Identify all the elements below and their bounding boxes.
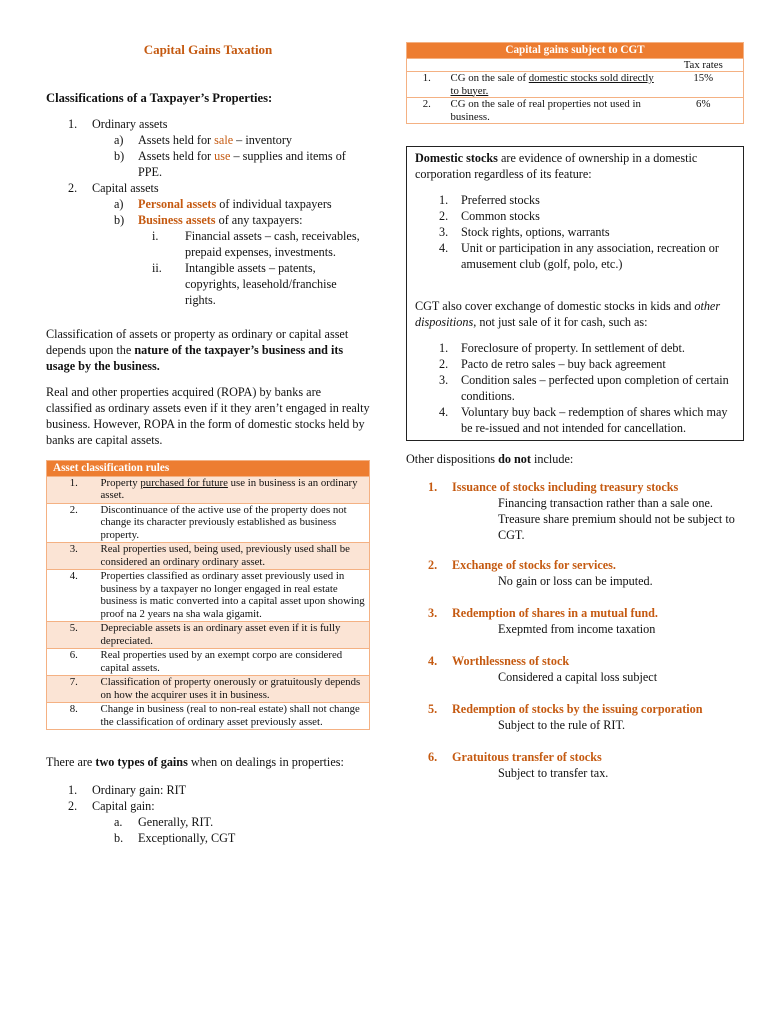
list-number: 1.: [68, 783, 78, 797]
list-number: 4.: [439, 241, 449, 255]
paragraph-bold: nature of the taxpayer’s business and its usage by the business.: [46, 343, 344, 373]
list-text: Stock rights, options, warrants: [461, 225, 610, 239]
row-text-part: CG on the sale of: [450, 72, 529, 84]
other-dispositions-intro: [406, 451, 744, 467]
list-number: 2.: [68, 181, 78, 195]
list-number: a): [114, 197, 124, 211]
item-title: [406, 605, 744, 621]
classification-list: [46, 116, 370, 308]
list-text: of individual taxpayers: [216, 197, 332, 211]
list-item: [415, 356, 735, 372]
paragraph-ropa: Real and other properties acquired (ROPA) by banks are classified as ordinary assets even if it they aren’t engaged in realty business. However, ROPA in the form of domestic stocks held by banks are capital assets.: [46, 385, 370, 447]
list-text: of any taxpayers:: [215, 213, 303, 227]
list-number: b): [114, 149, 125, 163]
list-number: 5.: [428, 702, 438, 716]
table-row: [47, 476, 370, 503]
gains-list: [46, 782, 370, 846]
domestic-stocks-box: [406, 146, 744, 441]
list-text: Assets held for: [138, 133, 215, 147]
item-title: [406, 557, 744, 573]
list-text: – inventory: [233, 133, 293, 147]
title-text: Exchange of stocks for services.: [452, 558, 616, 572]
paragraph-text: , not just sale of it for cash, such as:: [473, 315, 648, 329]
list-text: Common stocks: [461, 209, 540, 223]
table-row: [47, 543, 370, 570]
stock-types-list: [415, 192, 735, 272]
item-description: Subject to the rule of RIT.: [498, 718, 626, 732]
list-number: a.: [114, 815, 123, 829]
list-number: 1.: [428, 480, 438, 494]
list-item: [46, 798, 370, 814]
keyword: Business assets: [138, 213, 216, 227]
cgt-table: [406, 42, 744, 124]
list-item: [46, 260, 370, 308]
exchange-paragraph: [415, 298, 735, 330]
item-description: Considered a capital loss subject: [498, 670, 658, 684]
list-item: [46, 180, 370, 196]
list-number: a): [114, 133, 124, 147]
rules-header: Asset classification rules: [47, 461, 370, 477]
list-item: [46, 782, 370, 798]
asset-classification-rules-table: [46, 460, 370, 730]
row-text: Classification of property onerously or gratuitously depends on how the acquirer uses it in business.: [97, 676, 370, 703]
list-item: [415, 340, 735, 356]
list-item: [406, 701, 744, 733]
table-row: [407, 72, 744, 98]
list-item: [406, 749, 744, 781]
list-number: 1.: [68, 117, 78, 131]
row-number: 1.: [47, 476, 97, 503]
row-text: [97, 476, 370, 503]
definition-term: Domestic stocks: [415, 151, 498, 165]
page-title: Capital Gains Taxation: [143, 42, 273, 57]
list-item: [415, 224, 735, 240]
title-text: Worthlessness of stock: [452, 654, 570, 668]
list-number: 1.: [439, 193, 449, 207]
item-description: Financing transaction rather than a sale one. Treasure share premium should not be subject to CGT.: [498, 496, 735, 542]
list-number: 4.: [439, 405, 449, 419]
row-text: Discontinuance of the active use of the property does not change its character previously established as business property.: [97, 503, 370, 543]
table-row: [47, 503, 370, 543]
list-item: [415, 240, 735, 272]
paragraph-text: CGT also cover exchange of domestic stocks in kids and: [415, 299, 695, 313]
list-text: Ordinary gain: RIT: [92, 783, 187, 797]
paragraph-emphasis: other dispositions: [415, 299, 721, 329]
list-item: [415, 192, 735, 208]
tax-rate: 15%: [664, 72, 744, 98]
title-text: Issuance of stocks including treasury stocks: [452, 480, 679, 494]
table-row: [407, 98, 744, 124]
table-row: [47, 676, 370, 703]
classifications-heading: Classifications of a Taxpayer’s Properties:: [46, 91, 273, 105]
row-text-part: use in business is an ordinary asset.: [100, 476, 358, 501]
list-item: [46, 148, 370, 180]
list-item: [46, 212, 370, 228]
row-text: Properties classified as ordinary asset previously used in business by a taxpayer no longer engaged in real estate business is matic converted into a capital asset upon showing proof na 2 years na sha wala gigamit.: [97, 570, 370, 622]
tax-rate: 6%: [664, 98, 744, 124]
keyword: sale: [214, 133, 234, 147]
list-number: b): [114, 213, 125, 227]
paragraph-text: include:: [530, 452, 574, 466]
item-title: [406, 479, 744, 495]
list-item: [46, 814, 370, 830]
row-number: 3.: [47, 543, 97, 570]
list-text: Capital assets: [92, 181, 159, 195]
row-text-part: Property: [100, 476, 141, 489]
item-description: Exepmted from income taxation: [498, 622, 656, 636]
keyword: Personal assets: [138, 197, 217, 211]
list-text: Preferred stocks: [461, 193, 540, 207]
row-text: CG on the sale of real properties not used in business.: [447, 98, 664, 124]
list-item: [415, 372, 735, 404]
row-number: 1.: [407, 72, 447, 98]
list-item: [415, 208, 735, 224]
table-row: [47, 570, 370, 622]
table-row: [47, 649, 370, 676]
domestic-definition: [415, 150, 735, 182]
list-number: 2.: [439, 357, 449, 371]
paragraph-classification: [46, 326, 370, 374]
table-row: [47, 703, 370, 730]
list-text: Foreclosure of property. In settlement of debt.: [461, 341, 685, 355]
list-text: Pacto de retro sales – buy back agreement: [461, 357, 666, 371]
keyword: use: [214, 149, 231, 163]
row-number: 8.: [47, 703, 97, 730]
list-item: [415, 404, 735, 436]
paragraph-bold: do not: [498, 452, 531, 466]
item-title: [406, 653, 744, 669]
title-text: Redemption of stocks by the issuing corporation: [452, 702, 703, 716]
row-text-underline: domestic stocks sold directly to buyer.: [450, 72, 654, 97]
list-text: Ordinary assets: [92, 117, 168, 131]
row-text: Real properties used, being used, previously used shall be considered an ordinary ordinary asset.: [97, 543, 370, 570]
row-text: Change in business (real to non-real estate) shall not change the classification of ordinary asset previously asset.: [97, 703, 370, 730]
item-title: [406, 749, 744, 765]
tax-rates-header: Tax rates: [664, 58, 744, 72]
list-number: 3.: [439, 225, 449, 239]
paragraph-text: Classification of assets or property as ordinary or capital asset depends upon the: [46, 327, 349, 357]
list-number: 2.: [439, 209, 449, 223]
dispositions-list: [415, 340, 735, 436]
row-text: Depreciable assets is an ordinary asset even if it is fully depreciated.: [97, 622, 370, 649]
list-item: [406, 557, 744, 589]
item-description: No gain or loss can be imputed.: [498, 574, 653, 588]
list-number: 3.: [439, 373, 449, 387]
list-text: Assets held for: [138, 149, 215, 163]
list-text: Intangible assets – patents, copyrights, leasehold/franchise rights.: [185, 261, 337, 307]
row-text: [447, 72, 664, 98]
definition-text: are evidence of ownership in a domestic corporation regardless of its feature:: [415, 151, 698, 181]
paragraph-gains: [46, 754, 370, 770]
paragraph-bold: two types of gains: [95, 755, 188, 769]
row-text-underline: purchased for future: [140, 476, 228, 489]
table-row: [407, 58, 744, 72]
list-item: [46, 830, 370, 846]
list-text: – supplies and items of PPE.: [138, 149, 346, 179]
list-item: [46, 228, 370, 260]
cgt-header: Capital gains subject to CGT: [407, 43, 744, 59]
list-number: b.: [114, 831, 124, 845]
row-number: 7.: [47, 676, 97, 703]
list-number: i.: [152, 229, 159, 243]
list-number: 6.: [428, 750, 438, 764]
item-title: [406, 701, 744, 717]
list-number: ii.: [152, 261, 162, 275]
list-text: Exceptionally, CGT: [138, 831, 236, 845]
list-text: Financial assets – cash, receivables, prepaid expenses, investments.: [185, 229, 360, 259]
paragraph-text: There are: [46, 755, 96, 769]
list-item: [46, 196, 370, 212]
item-description: Subject to transfer tax.: [498, 766, 609, 780]
list-text: Voluntary buy back – redemption of shares which may be re-issued and not intended for cancellation.: [461, 405, 728, 435]
list-text: Condition sales – perfected upon completion of certain conditions.: [461, 373, 729, 403]
list-number: 2.: [428, 558, 438, 572]
row-number: 6.: [47, 649, 97, 676]
row-number: 2.: [47, 503, 97, 543]
list-number: 1.: [439, 341, 449, 355]
list-item: [46, 116, 370, 132]
row-number: 5.: [47, 622, 97, 649]
list-text: Unit or participation in any association, recreation or amusement club (golf, polo, etc.): [461, 241, 719, 271]
left-column: [46, 42, 370, 846]
title-text: Gratuitous transfer of stocks: [452, 750, 602, 764]
list-text: Generally, RIT.: [138, 815, 214, 829]
paragraph-text: Other dispositions: [406, 452, 499, 466]
list-number: 4.: [428, 654, 438, 668]
list-item: [406, 479, 744, 543]
list-number: 3.: [428, 606, 438, 620]
list-item: [406, 653, 744, 685]
list-item: [406, 605, 744, 637]
row-number: 2.: [407, 98, 447, 124]
right-column: [406, 42, 744, 781]
paragraph-text: when on dealings in properties:: [187, 755, 344, 769]
table-row: [47, 622, 370, 649]
list-text: Capital gain:: [92, 799, 155, 813]
list-number: 2.: [68, 799, 78, 813]
list-item: [46, 132, 370, 148]
title-text: Redemption of shares in a mutual fund.: [452, 606, 658, 620]
row-text: Real properties used by an exempt corpo are considered capital assets.: [97, 649, 370, 676]
other-dispositions-list: [406, 479, 744, 781]
row-number: 4.: [47, 570, 97, 622]
